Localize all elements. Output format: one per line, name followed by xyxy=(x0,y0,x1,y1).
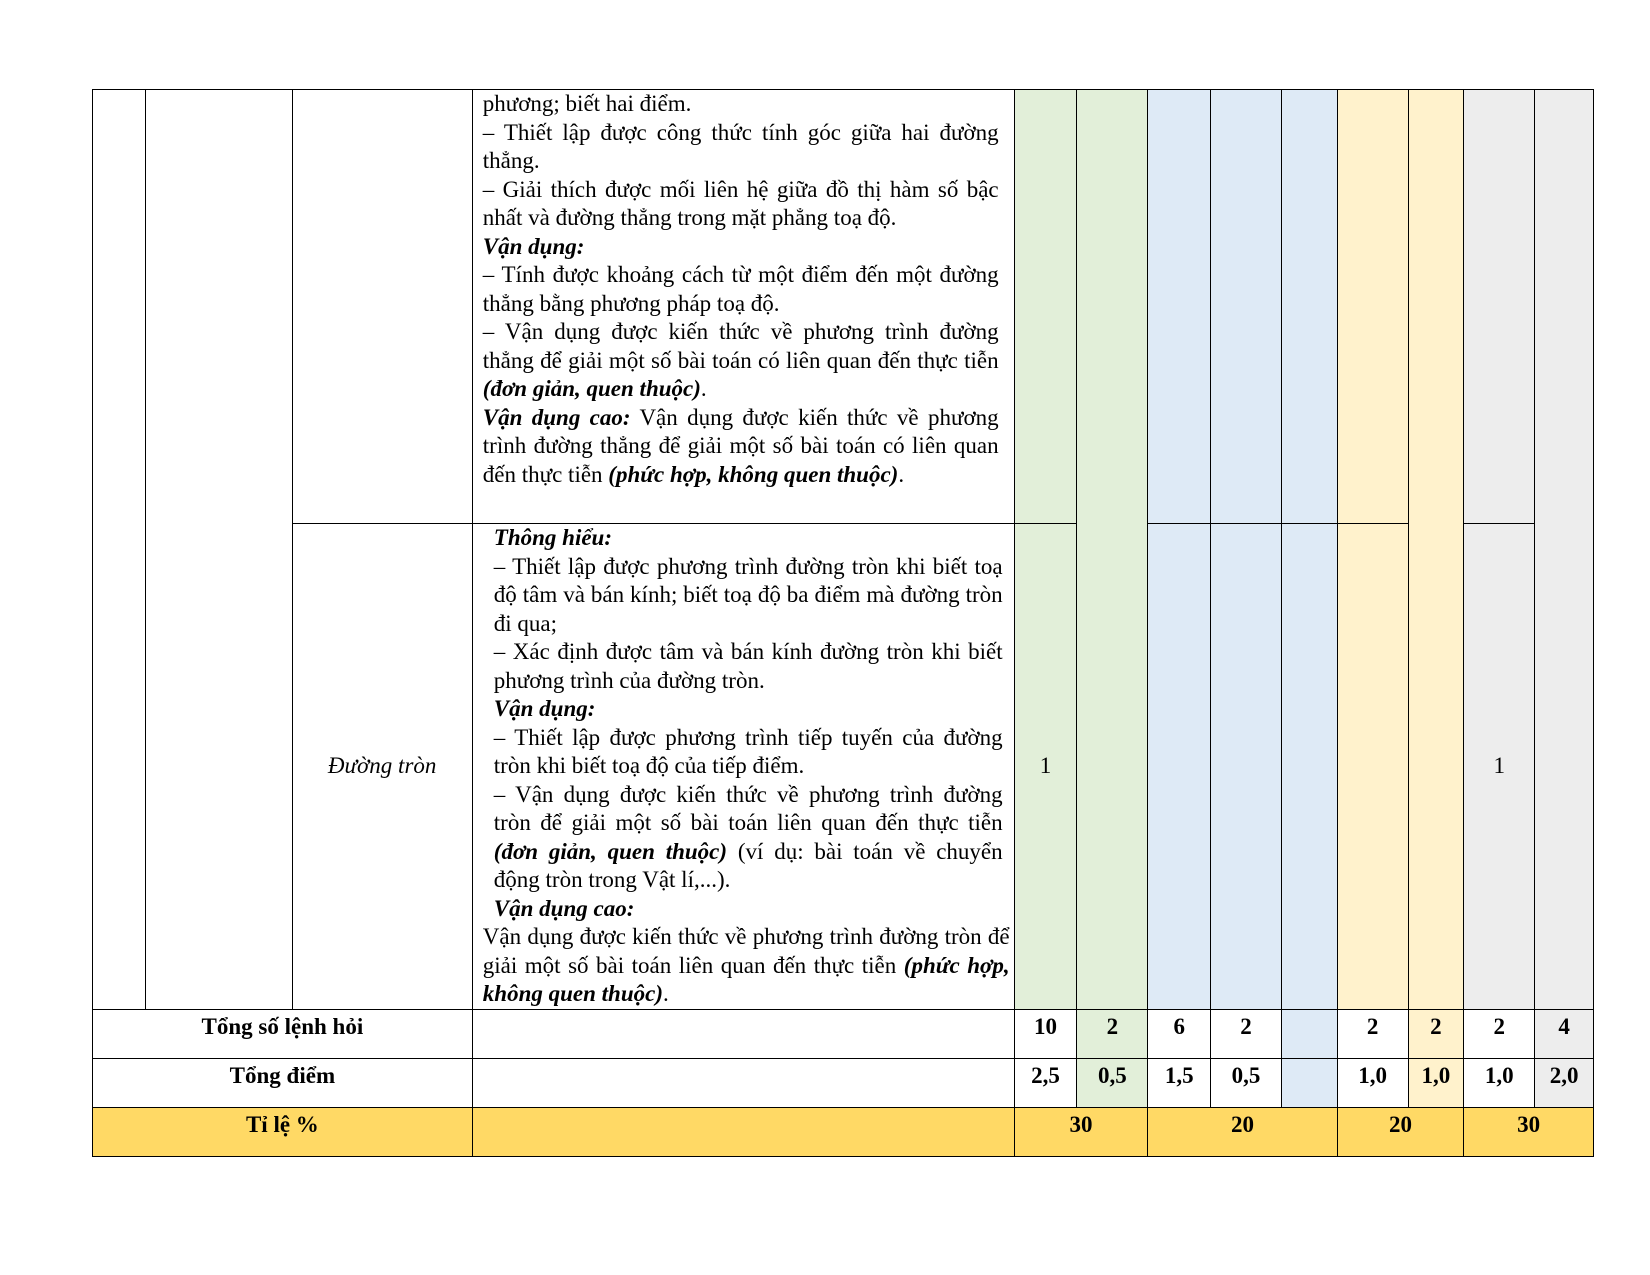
outcome-text: – Vận dụng được kiến thức về phương trình đường thẳng để giải một số bài toán có liên quan đến thực tiễn xyxy=(482,319,999,373)
outcome-item xyxy=(483,404,999,490)
outcome-item: – Thiết lập được phương trình tiếp tuyến của đường tròn khi biết toạ độ của tiếp điểm. xyxy=(493,724,1003,778)
count-cell: 1 xyxy=(1464,524,1535,1010)
total-questions-value: 6 xyxy=(1148,1009,1211,1058)
count-cell xyxy=(1535,90,1594,1010)
empty-cell xyxy=(472,1107,1014,1156)
ratio-row xyxy=(93,1107,1594,1156)
count-cell xyxy=(1337,524,1408,1010)
total-questions-value: 4 xyxy=(1535,1009,1594,1058)
outcome-text: Vận dụng được kiến thức về phương trình đường thẳng để giải một số bài toán có liên quan đến thực tiễn xyxy=(482,404,999,487)
level-heading: Vận dụng cao: xyxy=(482,404,631,430)
ratio-value: 30 xyxy=(1464,1107,1594,1156)
total-questions-value: 2 xyxy=(1211,1009,1282,1058)
outcome-emphasis: (đơn giản, quen thuộc) xyxy=(493,838,728,864)
outcome-end: (ví dụ: bài toán về chuyển động tròn trong Vật lí,...). xyxy=(493,838,1003,892)
learning-outcomes-cell xyxy=(472,524,1014,1010)
ratio-value: 20 xyxy=(1337,1107,1464,1156)
count-cell xyxy=(1148,90,1211,524)
total-points-value: 1,0 xyxy=(1464,1058,1535,1107)
outcome-item: – Thiết lập được phương trình đường tròn khi biết toạ độ tâm và bán kính; biết toạ độ ba điểm mà đường tròn đi qua; xyxy=(493,553,1003,636)
total-points-value: 1,5 xyxy=(1148,1058,1211,1107)
outcome-emphasis: (phức hợp, không quen thuộc) xyxy=(482,952,1010,1006)
index-cell xyxy=(93,90,146,1010)
level-heading: Vận dụng: xyxy=(493,696,596,721)
count-cell: 1 xyxy=(1014,524,1077,1010)
outcome-item: – Giải thích được mối liên hệ giữa đồ thị hàm số bậc nhất và đường thẳng trong mặt phẳng toạ độ. xyxy=(482,176,999,230)
total-points-value: 1,0 xyxy=(1408,1058,1464,1107)
count-cell xyxy=(1281,90,1337,524)
count-cell xyxy=(1014,90,1077,524)
total-points-value: 2,5 xyxy=(1014,1058,1077,1107)
count-cell xyxy=(1077,90,1148,1010)
outcome-item: – Tính được khoảng cách từ một điểm đến một đường thẳng bằng phương pháp toạ độ. xyxy=(482,262,999,316)
total-questions-value xyxy=(1281,1009,1337,1058)
outcome-item: – Xác định được tâm và bán kính đường tròn khi biết phương trình của đường tròn. xyxy=(493,639,1003,693)
empty-cell xyxy=(472,1009,1014,1058)
empty-cell xyxy=(472,1058,1014,1107)
topic-cell xyxy=(145,90,292,1010)
total-points-row xyxy=(93,1058,1594,1107)
outcome-end: . xyxy=(663,981,669,1006)
count-cell xyxy=(1148,524,1211,1010)
total-questions-value: 2 xyxy=(1337,1009,1408,1058)
total-points-value: 2,0 xyxy=(1535,1058,1594,1107)
count-cell xyxy=(1211,524,1282,1010)
outcome-item: – Thiết lập được công thức tính góc giữa hai đường thẳng. xyxy=(482,119,999,173)
level-heading: Vận dụng: xyxy=(482,233,585,259)
outcome-item xyxy=(483,923,1010,1009)
level-heading: Vận dụng cao: xyxy=(493,895,635,921)
total-questions-label: Tổng số lệnh hỏi xyxy=(93,1009,473,1058)
total-questions-value: 2 xyxy=(1464,1009,1535,1058)
outcome-end: . xyxy=(700,376,707,401)
ratio-value: 30 xyxy=(1014,1107,1148,1156)
total-questions-value: 10 xyxy=(1014,1009,1077,1058)
total-questions-value: 2 xyxy=(1077,1009,1148,1058)
outcome-emphasis: (phức hợp, không quen thuộc) xyxy=(608,461,899,487)
outcome-text: Vận dụng được kiến thức về phương trình đường tròn để giải một số bài toán liên quan đến thực tiễn xyxy=(482,924,1010,978)
outcome-line: phương; biết hai điểm. xyxy=(482,91,692,116)
total-points-label: Tổng điểm xyxy=(93,1058,473,1107)
outcome-item xyxy=(494,781,1003,895)
assessment-matrix-table xyxy=(92,89,1594,1157)
outcome-end: . xyxy=(898,461,905,487)
count-cell xyxy=(1464,90,1535,524)
level-heading: Thông hiểu: xyxy=(493,525,613,550)
total-points-value: 0,5 xyxy=(1077,1058,1148,1107)
count-cell xyxy=(1337,90,1408,524)
outcome-text: – Vận dụng được kiến thức về phương trình đường tròn để giải một số bài toán liên quan đến thực tiễn xyxy=(493,781,1003,835)
count-cell xyxy=(1211,90,1282,524)
ratio-value: 20 xyxy=(1148,1107,1337,1156)
table-row xyxy=(93,524,1594,1010)
total-questions-row xyxy=(93,1009,1594,1058)
total-points-value xyxy=(1281,1058,1337,1107)
count-cell xyxy=(1408,90,1464,1010)
ratio-label: Tỉ lệ % xyxy=(93,1107,473,1156)
outcome-emphasis: (đơn giản, quen thuộc) xyxy=(482,376,701,401)
total-points-value: 0,5 xyxy=(1211,1058,1282,1107)
total-points-value: 1,0 xyxy=(1337,1058,1408,1107)
table-row xyxy=(93,90,1594,524)
learning-outcomes-cell xyxy=(472,90,1014,524)
unit-cell-circle: Đường tròn xyxy=(292,524,472,1010)
count-cell xyxy=(1281,524,1337,1010)
total-questions-value: 2 xyxy=(1408,1009,1464,1058)
outcome-item xyxy=(483,318,999,404)
unit-cell xyxy=(292,90,472,524)
